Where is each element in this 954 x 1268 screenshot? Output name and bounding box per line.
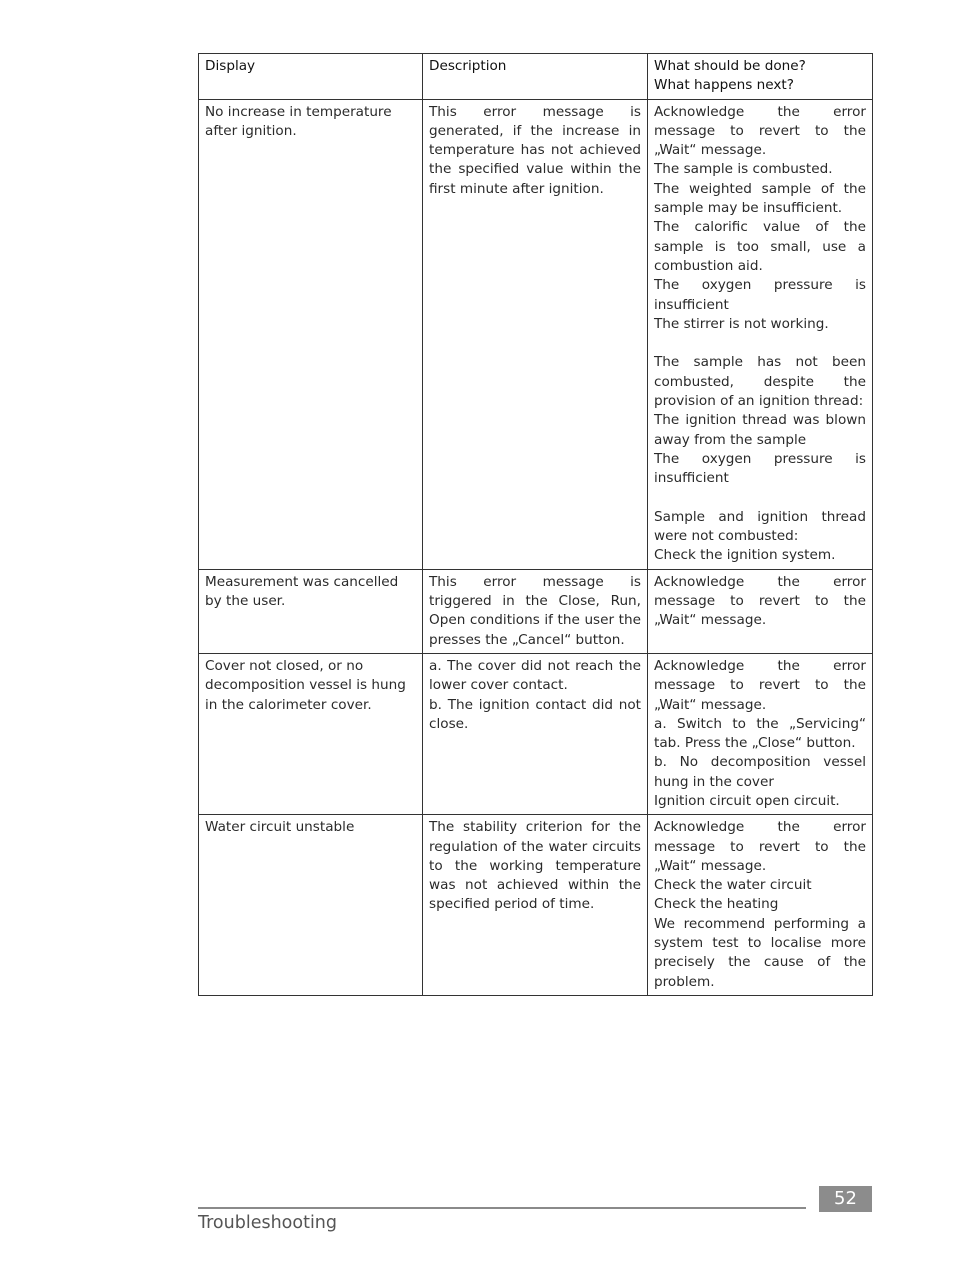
row-action [648,815,873,996]
table-row [199,569,873,653]
spacer [654,489,866,508]
header-action-line-2: What happens next? [654,77,794,94]
table-row [199,653,873,814]
description-line: b. The ignition contact did not close. [429,696,641,732]
action-line: The stirrer is not working. [654,315,829,332]
table-row [199,815,873,996]
action-line: Check the ignition system. [654,547,836,564]
action-line: The sample has not been combusted, despite the provision of an ignition thread: [654,354,866,410]
row-action [648,569,873,653]
troubleshooting-table [198,53,873,996]
row-display: Measurement was cancelled by the user. [199,569,423,653]
spacer [654,334,866,353]
section-title: Troubleshooting [198,1213,338,1233]
action-line: Sample and ignition thread were not combusted: [654,508,866,545]
table-header-row [199,54,873,100]
action-line: The ignition thread was blown away from the sample [654,412,866,448]
action-line: The sample is combusted. [654,161,833,178]
row-display: No increase in temperature after ignition. [199,99,423,569]
footer-divider [198,1207,806,1209]
action-line: Acknowledge the error message to revert to the „Wait“ message. [654,103,866,159]
action-line: The oxygen pressure is insufficient [654,450,866,487]
action-line: Check the heating [654,896,779,913]
action-line: Acknowledge the error message to revert to the „Wait“ message. [654,657,866,713]
header-description: Description [423,54,648,100]
action-line: a. Switch to the „Servicing“ tab. Press the „Close“ button. [654,715,866,752]
action-line: b. No decomposition vessel hung in the cover [654,754,866,790]
row-action [648,99,873,569]
action-line: Check the water circuit [654,877,812,894]
row-display: Water circuit unstable [199,815,423,996]
row-description [423,653,648,814]
action-line: We recommend performing a system test to localise more precisely the cause of the problem. [654,915,866,990]
action-line: The weighted sample of the sample may be insufficient. [654,180,866,217]
action-line: Acknowledge the error message to revert to the „Wait“ message. [654,573,866,629]
action-line: Ignition circuit open circuit. [654,792,840,809]
action-line: Acknowledge the error message to revert to the „Wait“ message. [654,819,866,874]
action-line: The oxygen pressure is insufficient [654,277,866,313]
description-line: a. The cover did not reach the lower cover contact. [429,657,641,694]
action-line: The calorific value of the sample is too small, use a combustion aid. [654,219,866,274]
row-description: This error message is generated, if the increase in temperature has not achieved the specified value within the first minute after ignition. [423,99,648,569]
header-action-line-1: What should be done? [654,58,806,74]
row-action [648,653,873,814]
header-action [648,54,873,100]
table-row [199,99,873,569]
row-description: The stability criterion for the regulation of the water circuits to the working temperature was not achieved within the specified period of time. [423,815,648,996]
header-display: Display [199,54,423,100]
row-description: This error message is triggered in the Close, Run, Open conditions if the user the presses the „Cancel“ button. [423,569,648,653]
page-number: 52 [819,1186,872,1212]
row-display: Cover not closed, or no decomposition vessel is hung in the calorimeter cover. [199,653,423,814]
